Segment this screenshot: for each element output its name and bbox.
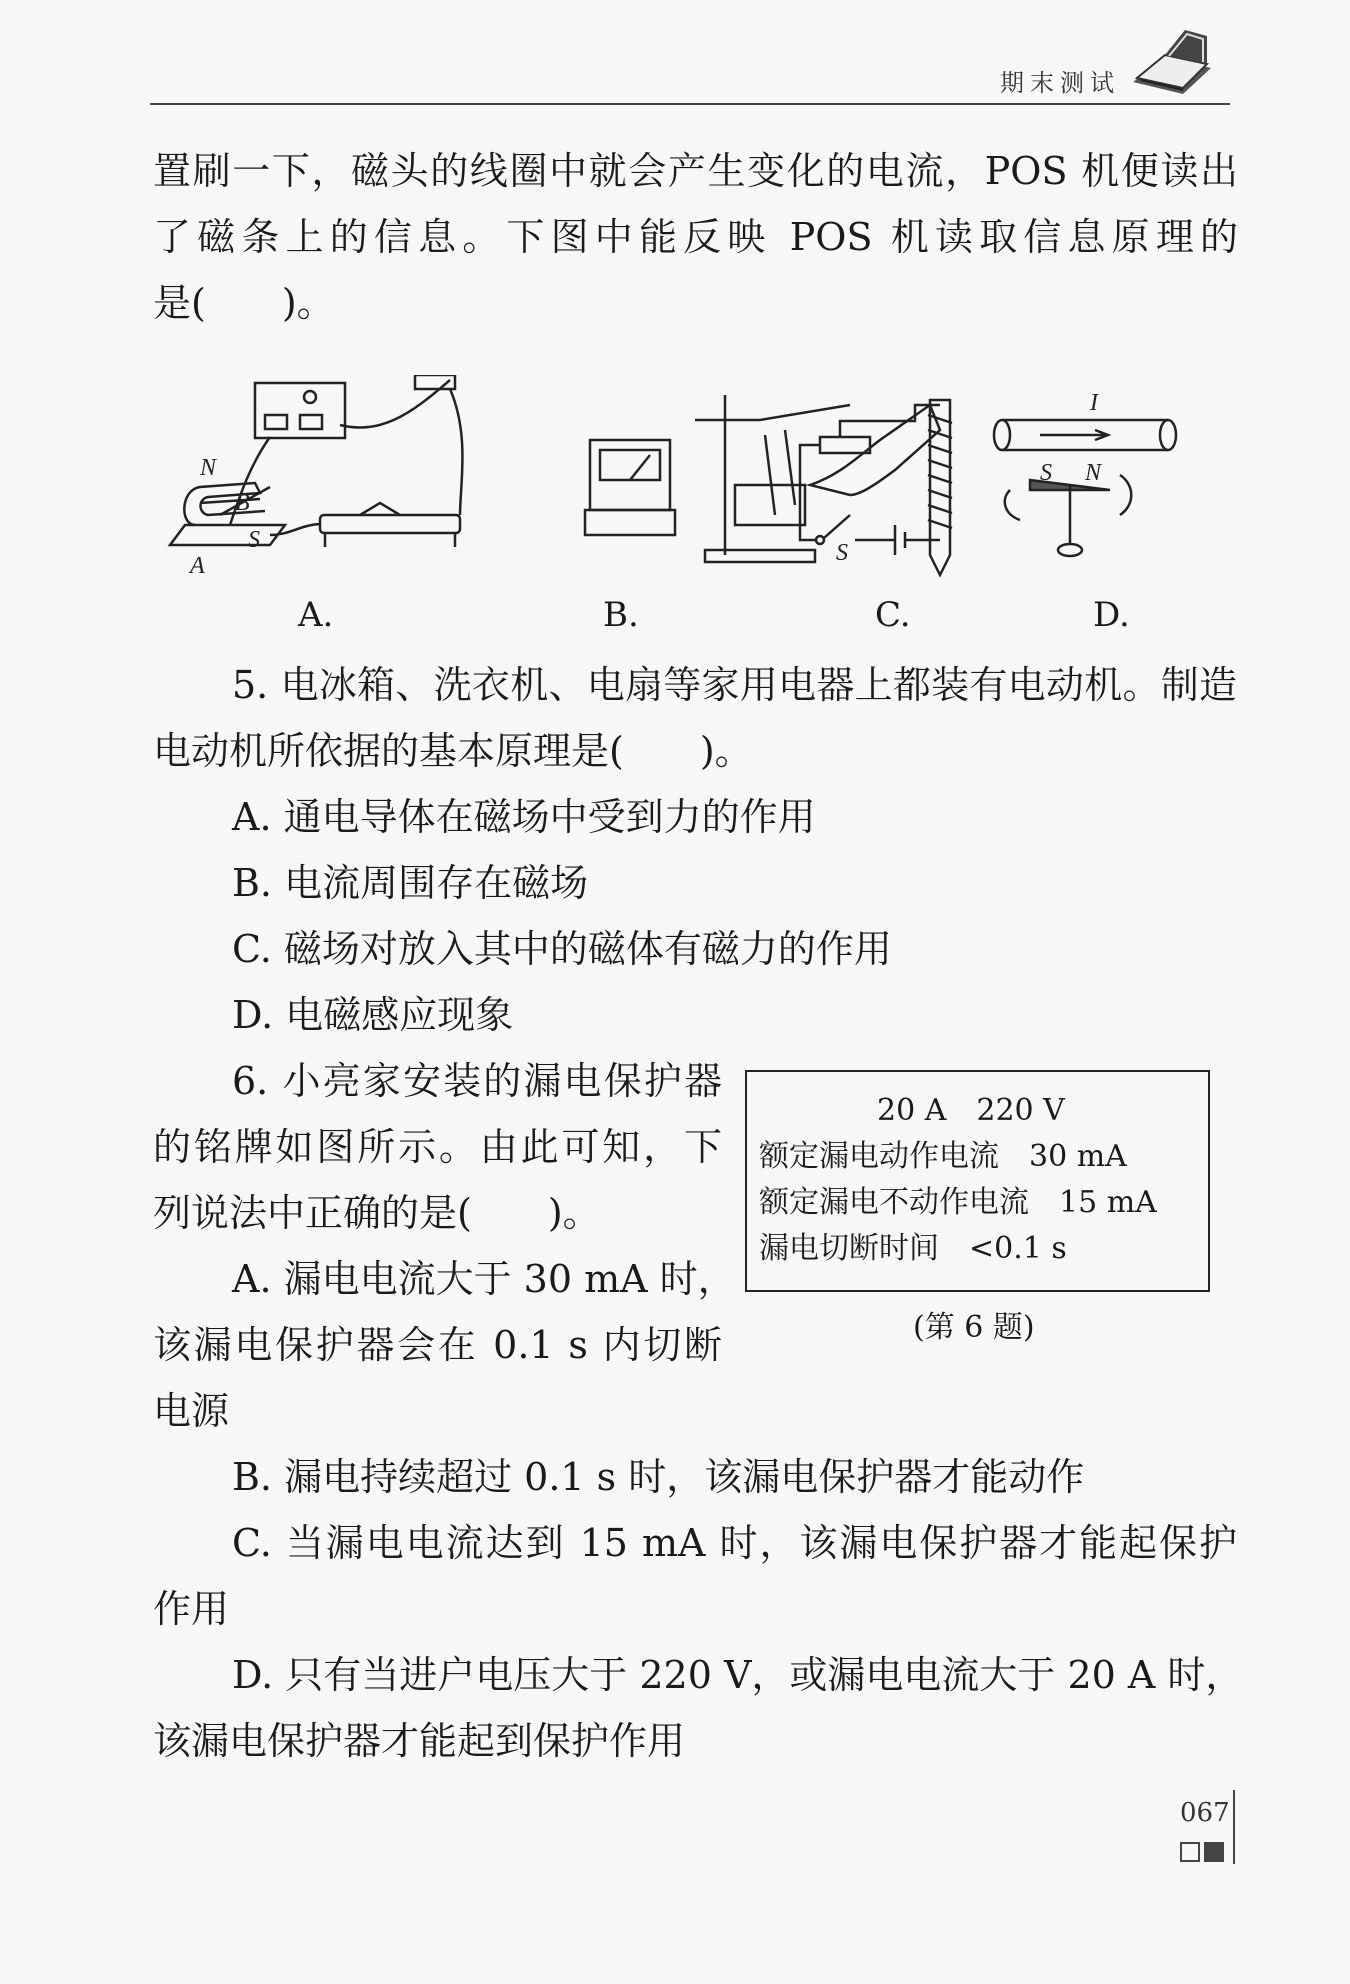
q4-figure (160, 375, 1240, 590)
figure-label-b: B. (603, 595, 639, 635)
figure-d-mark-s: S (1040, 460, 1052, 486)
q5-option-c: C. 磁场对放入其中的磁体有磁力的作用 (232, 927, 892, 971)
q6-option-d-line-2: 该漏电保护器才能起到保护作用 (153, 1719, 686, 1763)
figure-a-mark-n: N (200, 455, 217, 481)
header-rule (150, 103, 1230, 105)
figure-a-mark-s: S (248, 527, 260, 553)
q5-option-b: B. 电流周围存在磁场 (232, 861, 589, 905)
q6-option-a-line-2: 该漏电保护器会在 0.1 s 内切断 (153, 1323, 722, 1367)
q4-line-1: 置刷一下，磁头的线圈中就会产生变化的电流，POS 机便读出 (153, 149, 1238, 193)
nameplate (745, 1070, 1210, 1292)
section-title: 期末测试 (1000, 69, 1120, 97)
nameplate-no-trip-current: 额定漏电不动作电流 15 mA (759, 1185, 1157, 1220)
figure-label-c: C. (875, 595, 911, 635)
q4-line-2: 了磁条上的信息。下图中能反映 POS 机读取信息原理的 (153, 215, 1238, 259)
page-number: 067 (1180, 1798, 1230, 1828)
nameplate-cutoff-time: 漏电切断时间 <0.1 s (759, 1231, 1067, 1266)
figure-c-mark-s: S (836, 540, 848, 566)
q6-option-d-line-1: D. 只有当进户电压大于 220 V，或漏电电流大于 20 A 时， (232, 1653, 1244, 1697)
q5-option-a: A. 通电导体在磁场中受到力的作用 (232, 795, 816, 839)
page-number-rule (1233, 1790, 1235, 1864)
q6-stem-line-3: 列说法中正确的是( )。 (153, 1191, 601, 1235)
figure-label-a: A. (298, 595, 334, 635)
q6-stem-line-2: 的铭牌如图所示。由此可知，下 (153, 1125, 722, 1169)
q6-stem-line-1: 6. 小亮家安装的漏电保护器 (232, 1059, 722, 1103)
q4-line-3: 是( )。 (153, 281, 335, 325)
figure-caption: (第 6 题) (913, 1310, 1035, 1345)
q5-stem-line-1: 5. 电冰箱、洗衣机、电扇等家用电器上都装有电动机。制造 (232, 663, 1237, 707)
figure-d-mark-n: N (1085, 460, 1102, 486)
figure-a-mark-b: B (235, 490, 250, 516)
figure-d-compass (994, 420, 1176, 556)
figure-label-d: D. (1093, 595, 1130, 635)
q5-stem-line-2: 电动机所依据的基本原理是( )。 (153, 729, 753, 773)
q6-option-c-line-1: C. 当漏电电流达到 15 mA 时，该漏电保护器才能起保护 (232, 1521, 1237, 1565)
q6-option-a-line-1: A. 漏电电流大于 30 mA 时， (232, 1257, 736, 1301)
page-marker-empty-square (1180, 1842, 1200, 1862)
page-marker-filled-square (1204, 1842, 1224, 1862)
q6-option-a-line-3: 电源 (153, 1389, 230, 1433)
q6-option-c-line-2: 作用 (153, 1587, 230, 1631)
q6-option-b: B. 漏电持续超过 0.1 s 时，该漏电保护器才能动作 (232, 1455, 1085, 1499)
book-icon (1125, 22, 1215, 102)
nameplate-trip-current: 额定漏电动作电流 30 mA (759, 1139, 1127, 1174)
figure-a-mark-a: A (190, 553, 205, 579)
figure-d-mark-i: I (1090, 390, 1098, 416)
q5-option-d: D. 电磁感应现象 (232, 993, 514, 1037)
nameplate-rating: 20 A 220 V (877, 1093, 1065, 1128)
